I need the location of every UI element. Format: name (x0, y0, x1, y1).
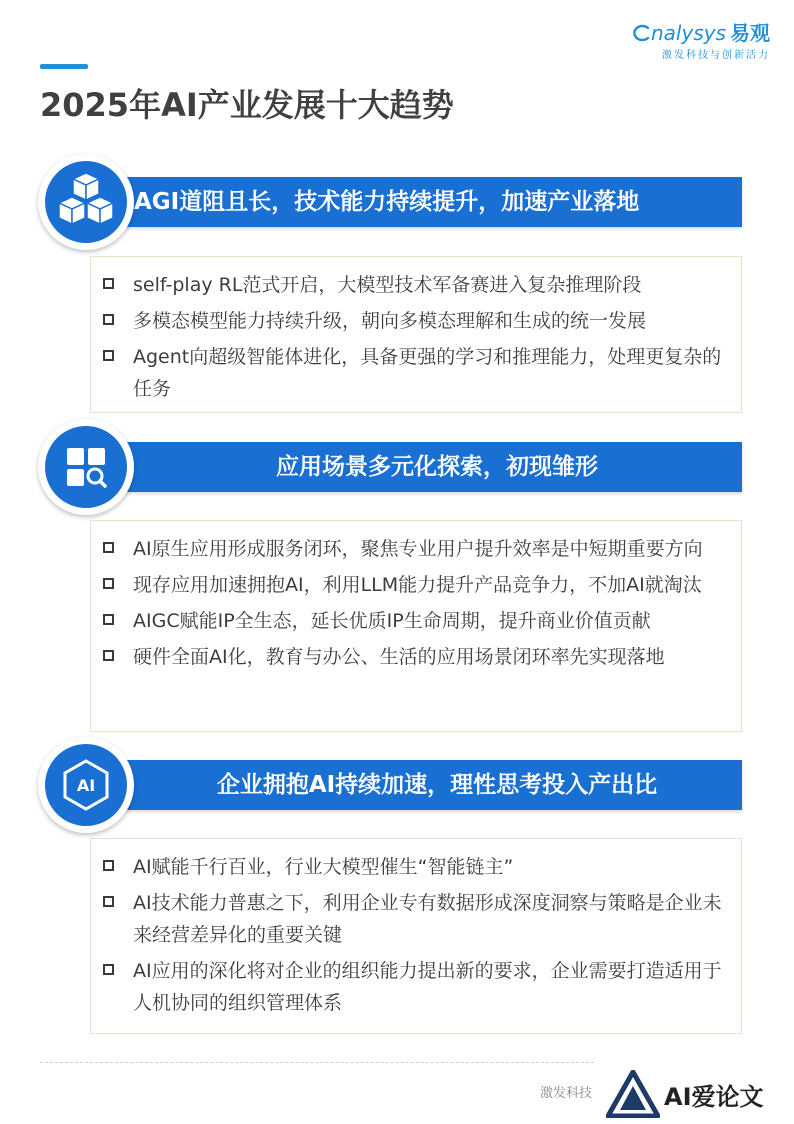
checkbox-bullet-icon (103, 964, 114, 975)
section-1-list (91, 257, 741, 417)
svg-text:AI: AI (76, 776, 96, 795)
list-item: Agent向超级智能体进化，具备更强的学习和推理能力，处理更复杂的任务 (101, 341, 731, 405)
section-2-badge (38, 419, 134, 515)
section-1-badge (38, 154, 134, 250)
brand-name-en: nalysys (651, 21, 726, 45)
page-title: 2025年AI产业发展十大趋势 (40, 86, 454, 124)
brand-name-cn: 易观 (730, 21, 770, 45)
footer-divider (40, 1062, 594, 1063)
checkbox-bullet-icon (103, 896, 114, 907)
section-2-heading-band (92, 442, 742, 492)
checkbox-bullet-icon (103, 614, 114, 625)
checkbox-bullet-icon (103, 542, 114, 553)
list-item: AI赋能千行百业，行业大模型催生“智能链主” (101, 851, 731, 883)
brand-tagline: 激发科技与创新活力 (662, 50, 770, 61)
checkbox-bullet-icon (103, 650, 114, 661)
ai-chip-icon (62, 759, 110, 811)
section-3-panel (90, 838, 742, 1034)
checkbox-bullet-icon (103, 860, 114, 871)
list-item: AI原生应用形成服务闭环，聚焦专业用户提升效率是中短期重要方向 (101, 533, 731, 565)
list-item: 现存应用加速拥抱AI，利用LLM能力提升产品竞争力，不加AI就淘汰 (101, 569, 731, 601)
cubes-icon (55, 171, 117, 233)
brand-logo (631, 18, 770, 61)
list-item: 多模态模型能力持续升级，朝向多模态理解和生成的统一发展 (101, 305, 731, 337)
section-2-list (91, 521, 741, 685)
section-2-panel (90, 520, 742, 732)
app-grid-search-icon (64, 445, 108, 489)
section-3-badge (38, 737, 134, 833)
checkbox-bullet-icon (103, 314, 114, 325)
checkbox-bullet-icon (103, 578, 114, 589)
section-3-heading-band (92, 760, 742, 810)
footer-slogan: 激发科技 (540, 1086, 593, 1101)
list-item: AI技术能力普惠之下，利用企业专有数据形成深度洞察与策略是企业未来经营差异化的重要关键 (101, 887, 731, 951)
checkbox-bullet-icon (103, 278, 114, 289)
section-2-heading: 应用场景多元化探索，初现雏形 (276, 454, 598, 480)
watermark (606, 1064, 764, 1124)
list-item: 硬件全面AI化，教育与办公、生活的应用场景闭环率先实现落地 (101, 641, 731, 673)
watermark-logo-icon (606, 1070, 660, 1118)
section-3-heading: 企业拥抱AI持续加速，理性思考投入产出比 (216, 772, 658, 798)
list-item: AIGC赋能IP全生态，延长优质IP生命周期，提升商业价值贡献 (101, 605, 731, 637)
title-accent-bar (40, 64, 88, 69)
section-1-panel (90, 256, 742, 413)
list-item: AI应用的深化将对企业的组织能力提出新的要求，企业需要打造适用于人机协同的组织管理体系 (101, 955, 731, 1019)
list-item: self-play RL范式开启，大模型技术军备赛进入复杂推理阶段 (101, 269, 731, 301)
checkbox-bullet-icon (103, 350, 114, 361)
section-1-heading-band (92, 177, 742, 227)
section-3-list (91, 839, 741, 1031)
analysys-a-icon (631, 24, 651, 42)
section-1-heading: AGI道阻且长，技术能力持续提升，加速产业落地 (134, 189, 640, 215)
watermark-text: AI爱论文 (664, 1082, 764, 1111)
